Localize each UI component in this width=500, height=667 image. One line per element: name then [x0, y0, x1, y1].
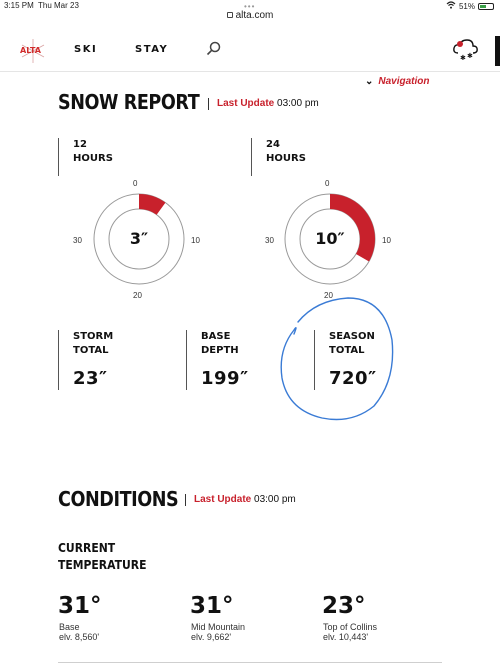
season-total-value: 720″: [329, 368, 377, 389]
hours24-label: [251, 138, 306, 176]
temp-mid-elev: elv. 9,662': [191, 632, 232, 642]
hours24-tick-10: 10: [382, 236, 391, 245]
section-divider: [58, 662, 442, 663]
temp-mid-name: Mid Mountain: [191, 622, 246, 632]
hours12-tick-20: 20: [133, 291, 142, 300]
hours12-label: [58, 138, 113, 176]
temp-base-value: 31°: [58, 593, 102, 619]
hours24-value: 10″: [315, 229, 345, 248]
hours24-tick-30: 30: [265, 236, 274, 245]
navigation-label: Navigation: [378, 76, 430, 87]
temp-base-name: Base: [59, 622, 80, 632]
snow-report-title: SNOW REPORT: [58, 90, 200, 114]
storm-total-value: 23″: [73, 368, 108, 389]
storm-total-label-line1: STORM: [73, 331, 114, 342]
lock-icon: [227, 12, 233, 18]
status-date: Thu Mar 23: [38, 1, 79, 10]
site-header: [0, 26, 500, 72]
more-dots-icon[interactable]: •••: [244, 2, 256, 11]
season-total-label-line2: TOTAL: [329, 345, 365, 356]
logo-text: ALTA: [20, 46, 41, 55]
temp-top-name: Top of Collins: [323, 622, 378, 632]
url-bar[interactable]: [0, 10, 500, 26]
snow-report-last-update: [208, 98, 319, 110]
hours24-label-line2: HOURS: [266, 153, 306, 164]
chevron-down-icon: ⌄: [365, 76, 374, 87]
base-depth-value: 199″: [201, 368, 249, 389]
current-temperature-heading: [58, 540, 146, 574]
alta-logo[interactable]: [18, 38, 48, 64]
menu-drawer-handle[interactable]: [495, 36, 500, 66]
base-depth-label-line2: DEPTH: [201, 345, 239, 356]
temp-top-value: 23°: [322, 593, 366, 619]
hours24-tick-0: 0: [325, 179, 330, 188]
hours24-tick-20: 20: [324, 291, 333, 300]
conditions-last-update-time: 03:00 pm: [254, 494, 296, 505]
temp-mid-value: 31°: [190, 593, 234, 619]
battery-icon: [478, 3, 494, 10]
hours12-label-line1: 12: [73, 139, 87, 150]
conditions-title: CONDITIONS: [58, 487, 179, 511]
temp-base-elev: elv. 8,560': [59, 632, 100, 642]
conditions-last-update: [185, 494, 296, 506]
hours12-gauge-fill: [139, 194, 165, 215]
navigation-dropdown[interactable]: [365, 76, 430, 87]
season-total-label-line1: SEASON: [329, 331, 375, 342]
battery-percent: 51%: [458, 1, 475, 11]
base-depth-label-line1: BASE: [201, 331, 231, 342]
svg-text:✱: ✱: [460, 55, 466, 62]
temp-top-elev: elv. 10,443': [323, 632, 369, 642]
storm-total-label-line2: TOTAL: [73, 345, 109, 356]
search-icon[interactable]: [206, 41, 222, 62]
current-temp-line1: CURRENT: [58, 541, 116, 555]
hours12-label-line2: HOURS: [73, 153, 113, 164]
svg-text:✱: ✱: [467, 53, 473, 60]
status-time: 3:15 PM: [4, 1, 34, 10]
nav-ski-link[interactable]: SKI: [74, 44, 98, 55]
current-temp-line2: TEMPERATURE: [58, 558, 147, 572]
hand-drawn-circle-annotation: [276, 294, 400, 426]
hours12-tick-30: 30: [73, 236, 82, 245]
conditions-last-update-label: Last Update: [194, 494, 252, 505]
hours24-label-line1: 24: [266, 139, 280, 150]
hours12-tick-10: 10: [191, 236, 200, 245]
nav-stay-link[interactable]: STAY: [135, 44, 169, 55]
hours12-tick-0: 0: [133, 179, 138, 188]
last-update-label: Last Update: [217, 98, 275, 109]
url-text: alta.com: [235, 10, 274, 21]
snow-cloud-icon[interactable]: [452, 38, 480, 67]
last-update-time: 03:00 pm: [277, 98, 319, 109]
hours12-value: 3″: [129, 229, 149, 248]
hours24-gauge-fill: [330, 194, 375, 262]
